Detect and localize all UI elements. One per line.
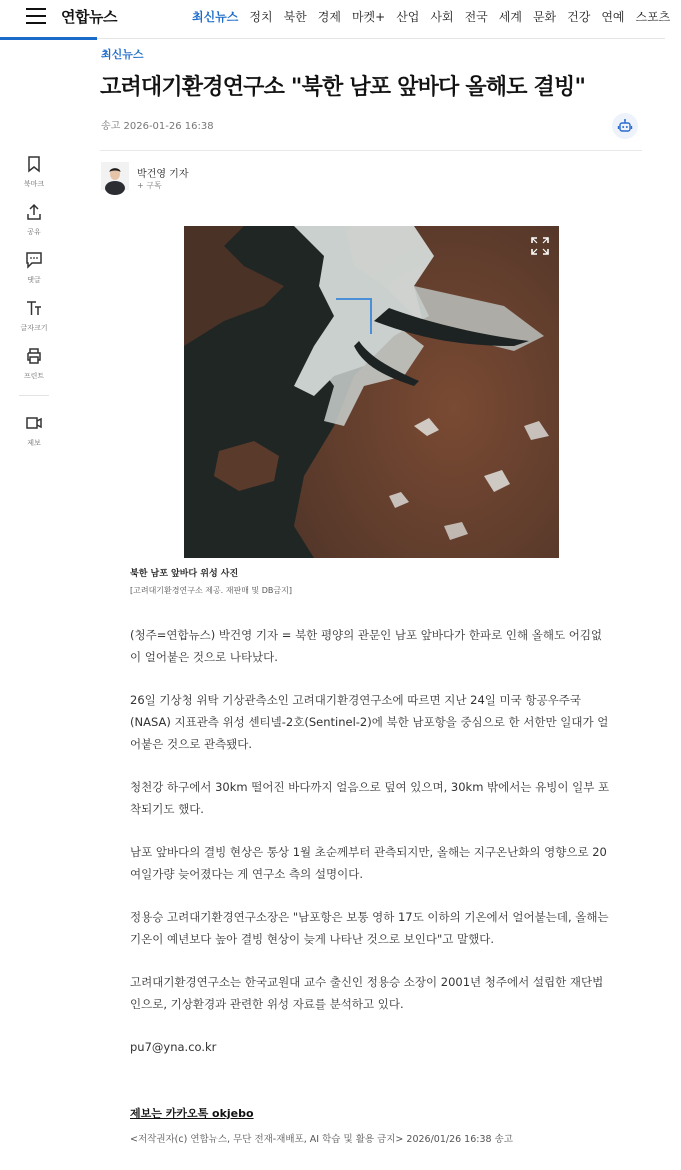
- nav-item-national[interactable]: 전국: [464, 10, 488, 24]
- header-accent-bar: [0, 37, 97, 40]
- paragraph: 정용승 고려대기환경연구소장은 "남포항은 보통 영하 17도 이하의 기온에서 얼어붙는데, 올해는 기온이 예년보다 높아 결빙 현상이 늦게 나타난 것으로 보인다"고 말했다.: [130, 910, 609, 946]
- publish-date: 송고 2026-01-26 16:38: [101, 121, 214, 132]
- article-body: [130, 624, 612, 1079]
- report-label: 제보: [27, 439, 41, 447]
- nav-item-latest[interactable]: 최신뉴스: [192, 10, 239, 24]
- print-icon: [25, 347, 43, 365]
- photo-credit: [고려대기환경연구소 제공. 재판매 및 DB금지]: [130, 586, 292, 595]
- comment-label: 댓글: [27, 276, 41, 284]
- subscribe-button[interactable]: + 구독: [137, 181, 162, 190]
- paragraph: 청천강 하구에서 30km 떨어진 바다까지 얼음으로 덮여 있으며, 30km 밖에서는 유빙이 일부 포착되기도 했다.: [130, 780, 610, 816]
- nav-item-world[interactable]: 세계: [498, 10, 522, 24]
- share-label: 공유: [27, 228, 41, 236]
- share-button[interactable]: [14, 203, 54, 237]
- font-size-label: 글자크기: [20, 324, 48, 332]
- paragraph: 남포 앞바다의 결빙 현상은 통상 1월 초순께부터 관측되지만, 올해는 지구온난화의 영향으로 20여일가량 늦어졌다는 게 연구소 측의 설명이다.: [130, 845, 607, 881]
- top-bar: [0, 0, 671, 38]
- header-divider: [0, 38, 665, 39]
- nav-item-society[interactable]: 사회: [430, 10, 454, 24]
- font-size-button[interactable]: [14, 299, 54, 333]
- article-title: 고려대기환경연구소 "북한 남포 앞바다 올해도 결빙": [100, 75, 586, 100]
- robot-icon: [617, 118, 633, 134]
- photo-caption: 북한 남포 앞바다 위성 사진: [130, 569, 239, 579]
- nav-item-economy[interactable]: 경제: [317, 10, 341, 24]
- bookmark-button[interactable]: [14, 155, 54, 189]
- print-button[interactable]: [14, 347, 54, 381]
- nav-item-market[interactable]: 마켓+: [351, 10, 386, 24]
- author-name[interactable]: 박건영 기자: [137, 169, 189, 180]
- nav-item-politics[interactable]: 정치: [249, 10, 273, 24]
- paragraph: 26일 기상청 위탁 기상관측소인 고려대기환경연구소에 따르면 지난 24일 미국 항공우주국(NASA) 지표관측 위성 센티넬-2호(Sentinel-2)에 북한 남포항을 중심으로 한 서한만 일대가 얼어붙은 것으로 관측됐다.: [130, 693, 609, 751]
- title-divider: [100, 150, 642, 151]
- menu-icon[interactable]: [26, 8, 46, 26]
- tipline-link[interactable]: 제보는 카카오톡 okjebo: [130, 1107, 254, 1120]
- rail-divider: [19, 395, 49, 396]
- bookmark-label: 북마크: [23, 180, 45, 188]
- report-button[interactable]: [14, 414, 54, 448]
- nav-item-entertainment[interactable]: 연예: [601, 10, 625, 24]
- nav-item-industry[interactable]: 산업: [396, 10, 420, 24]
- site-logo[interactable]: 연합뉴스: [61, 8, 117, 26]
- paragraph: (청주=연합뉴스) 박건영 기자 = 북한 평양의 관문인 남포 앞바다가 한파로 인해 올해도 어김없이 얼어붙은 것으로 나타났다.: [130, 628, 603, 664]
- satellite-photo[interactable]: [184, 226, 559, 558]
- copyright-notice: <저작권자(c) 연합뉴스, 무단 전재-재배포, AI 학습 및 활용 금지> 2026/01/26 16:38 송고: [130, 1134, 513, 1145]
- font-size-icon: [25, 299, 43, 317]
- print-label: 프린트: [23, 372, 45, 380]
- paragraph: 고려대기환경연구소는 한국교원대 교수 출신인 정용승 소장이 2001년 청주에서 설립한 재단법인으로, 기상환경과 관련한 위성 자료를 분석하고 있다.: [130, 975, 604, 1011]
- expand-icon[interactable]: [529, 235, 551, 257]
- nav-item-north-korea[interactable]: 북한: [283, 10, 307, 24]
- nav-item-health[interactable]: 건강: [567, 10, 591, 24]
- article-category[interactable]: 최신뉴스: [101, 48, 144, 61]
- comment-icon: [25, 251, 43, 269]
- share-icon: [25, 203, 43, 221]
- reporter-email: pu7@yna.co.kr: [130, 1040, 217, 1054]
- bookmark-icon: [25, 155, 43, 173]
- author-avatar[interactable]: [101, 162, 129, 190]
- nav-item-sports[interactable]: 스포츠: [635, 10, 671, 24]
- report-icon: [25, 414, 43, 432]
- main-nav: [192, 8, 681, 25]
- comment-button[interactable]: [14, 251, 54, 285]
- nav-item-culture[interactable]: 문화: [532, 10, 557, 24]
- ai-summary-button[interactable]: [612, 113, 638, 139]
- article-tools-rail: [14, 155, 54, 462]
